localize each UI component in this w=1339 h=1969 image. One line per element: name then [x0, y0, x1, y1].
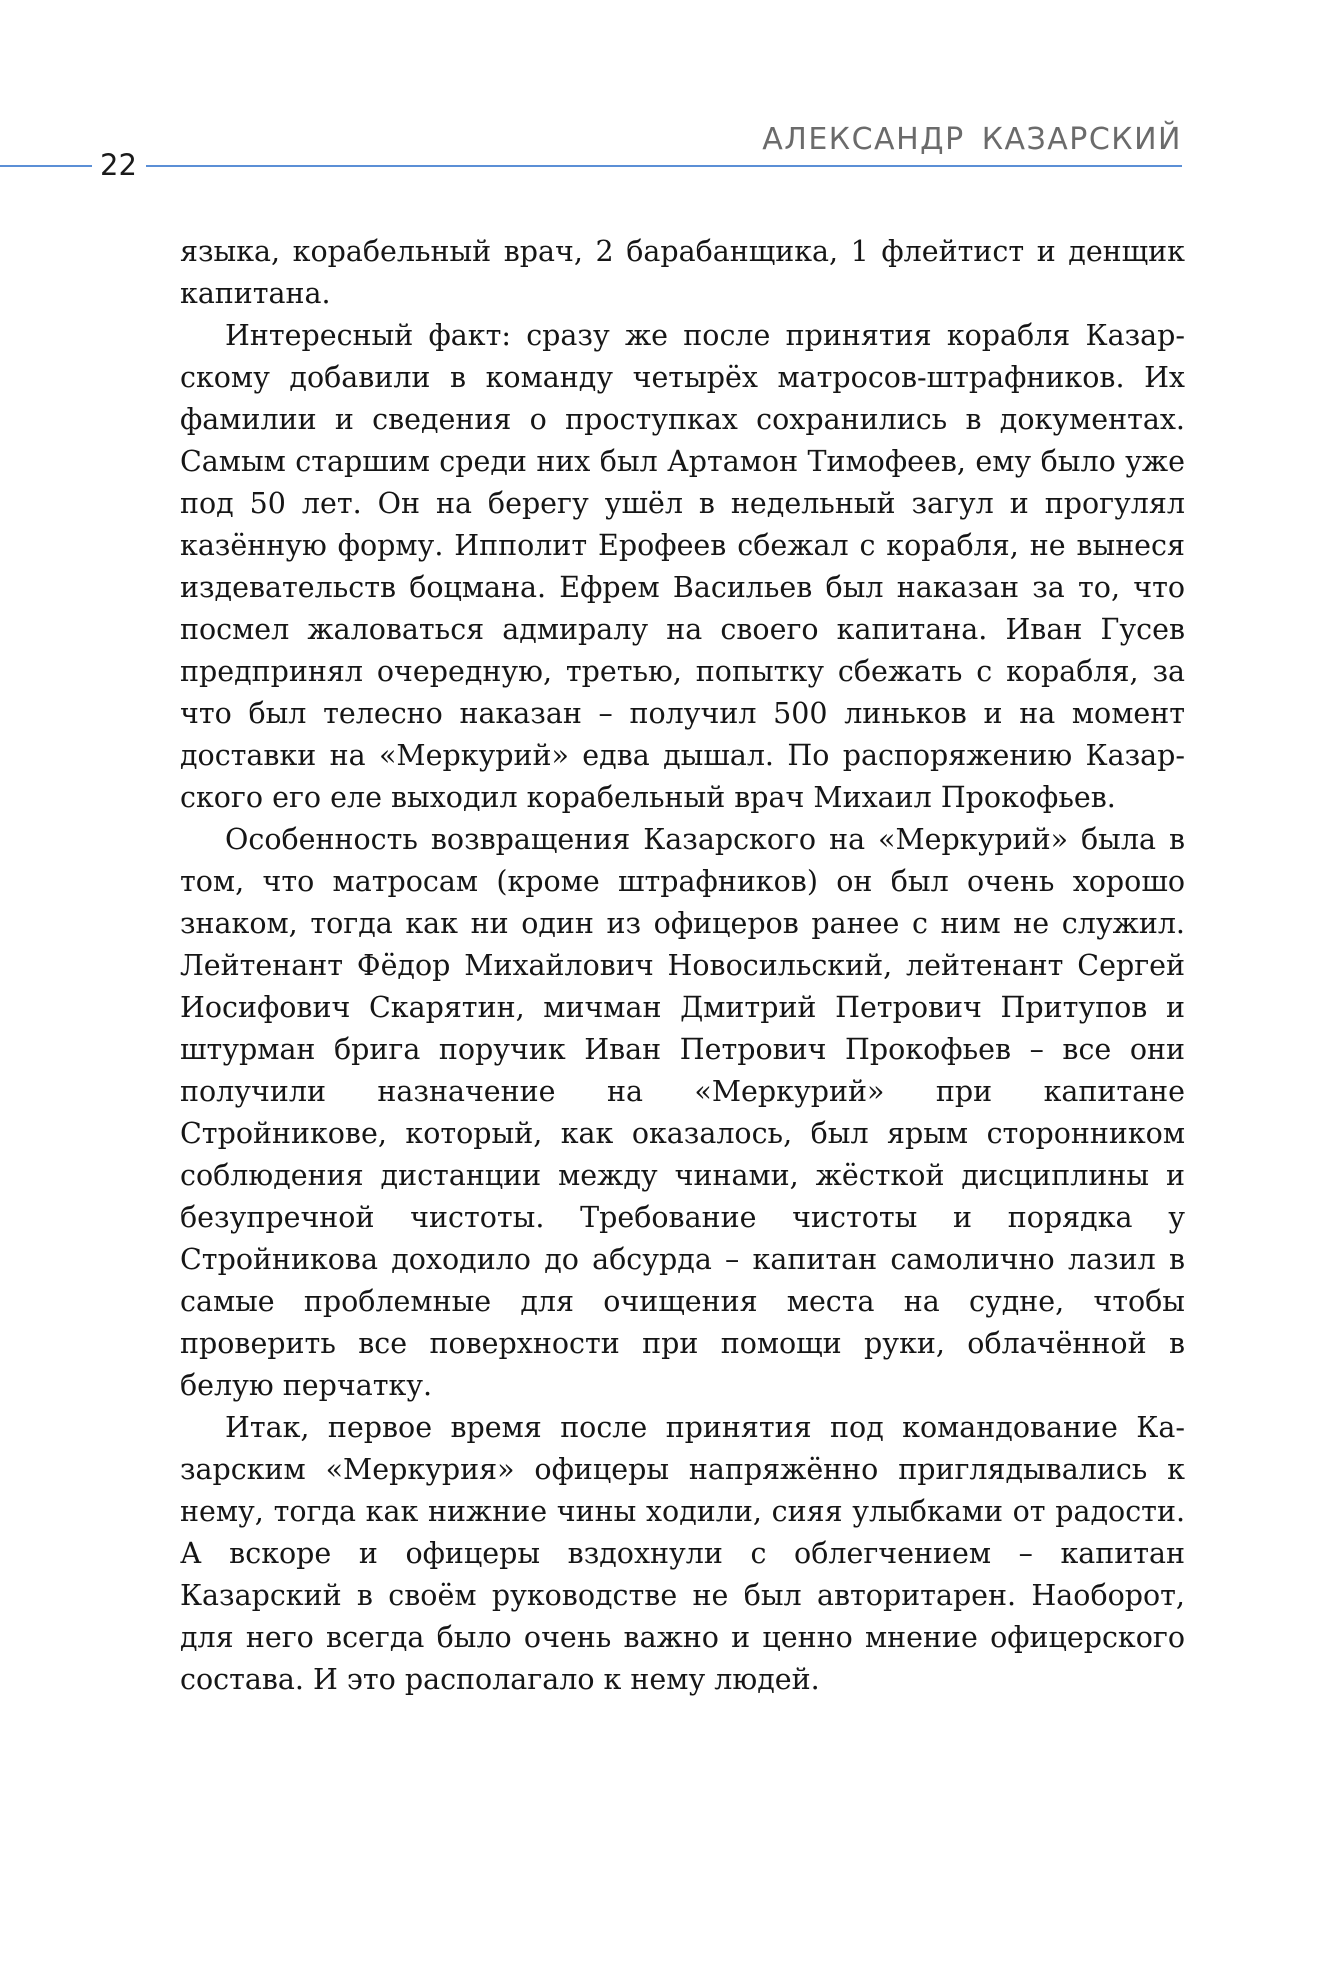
paragraph: Итак, первое время после принятия под командование Казарским «Меркурия» офицеры напряжённо приглядывались к нему, тогда как нижние чины ходили, сияя улыбками от радости. А вскоре и офицеры вздохнули с облегчением – капитан Казарский в своём руководстве не был авторитарен. Наоборот, для него всегда было очень важно и ценно мнение офицерского состава. И это располагало к нему людей.: [180, 1411, 1185, 1696]
body-text: [180, 231, 1185, 1701]
running-head: АЛЕКСАНДР КАЗАРСКИЙ: [762, 122, 1182, 157]
paragraph-continued: языка, корабельный врач, 2 барабанщика, 1 флейтист и денщик капитана.: [180, 235, 1185, 310]
header-rule-right: [146, 165, 1182, 167]
paragraph: Особенность возвращения Казарского на «Меркурий» была в том, что матросам (кроме штрафников) он был очень хорошо знаком, тогда как ни один из офицеров ранее с ним не служил. Лейтенант Фёдор Михайлович Новосильский, лейтенант Сергей Иосифович Скарятин, мичман Дмитрий Петрович Притупов и штурман брига поручик Иван Петрович Прокофьев – все они получили назначение на «Меркурий» при капитане Стройникове, который, как оказалось, был ярым сторонником соблюдения дистанции между чинами, жёсткой дисциплины и безупречной чистоты. Требование чистоты и порядка у Стройникова доходило до абсурда – капитан самолично лазил в самые проблемные для очищения места на судне, чтобы проверить все поверхности при помощи руки, облачённой в белую перчатку.: [180, 823, 1185, 1402]
page-header: [0, 0, 1339, 180]
header-rule-left: [0, 165, 92, 167]
paragraph: Интересный факт: сразу же после принятия корабля Казарскому добавили в команду четырёх матросов-штрафников. Их фамилии и сведения о проступках сохранились в документах. Самым старшим среди них был Артамон Тимофеев, ему было уже под 50 лет. Он на берегу ушёл в недельный загул и прогулял казённую форму. Ипполит Ерофеев сбежал с корабля, не вынеся издевательств боцмана. Ефрем Васильев был наказан за то, что посмел жаловаться адмиралу на своего капитана. Иван Гусев предпринял очередную, третью, попытку сбежать с корабля, за что был телесно наказан – получил 500 линьков и на момент доставки на «Меркурий» едва дышал. По распоряжению Казарского его еле выходил корабельный врач Михаил Прокофьев.: [180, 319, 1185, 814]
page-number: 22: [100, 148, 137, 182]
